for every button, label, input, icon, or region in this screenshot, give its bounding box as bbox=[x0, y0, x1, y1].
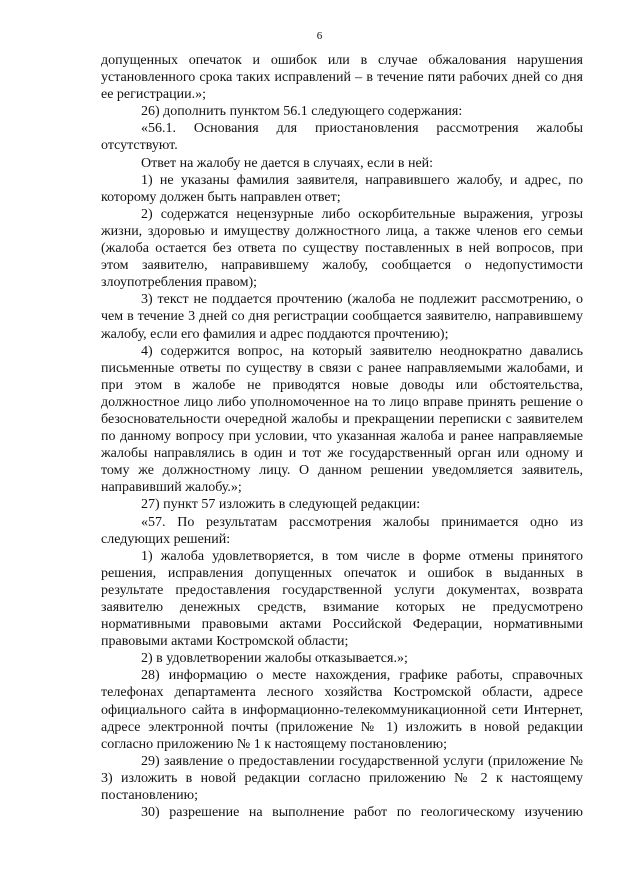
paragraph: «57. По результатам рассмотрения жалобы принимается одно из следующих решений: bbox=[101, 514, 583, 547]
paragraph: 2) в удовлетворении жалобы отказывается.»; bbox=[141, 651, 408, 667]
document-body bbox=[101, 52, 583, 821]
paragraph: 27) пункт 57 изложить в следующей редакции: bbox=[141, 497, 421, 513]
paragraph: Ответ на жалобу не дается в случаях, если в ней: bbox=[141, 155, 434, 171]
paragraph: 29) заявление о предоставлении государственной услуги (приложение № 3) изложить в новой редакции согласно приложению № 2 к настоящему постановлению; bbox=[101, 753, 583, 804]
paragraph: 3) текст не поддается прочтению (жалоба не подлежит рассмотрению, о чем в течение 3 дней со дня регистрации сообщается заявителю, направившему жалобу, если его фамилия и адрес поддаются прочтению); bbox=[101, 292, 583, 342]
paragraph: 28) информацию о месте нахождения, графике работы, справочных телефонах департамента лесного хозяйства Костромской области, адресе официального сайта в информационно-телекоммуникационной сети Интернет, адресе электронной почты (приложение № 1) изложить в новой редакции согласно приложению № 1 к настоящему постановлению; bbox=[101, 668, 583, 752]
paragraph: 26) дополнить пунктом 56.1 следующего содержания: bbox=[141, 104, 463, 120]
paragraph: 30) разрешение на выполнение работ по геологическому изучению bbox=[141, 805, 583, 821]
paragraph: «56.1. Основания для приостановления рассмотрения жалобы отсутствуют. bbox=[101, 121, 583, 154]
paragraph: 1) жалоба удовлетворяется, в том числе в форме отмены принятого решения, исправления допущенных опечаток и ошибок в выданных в результате предоставления государственной услуги документах, возврата заявителю денежных средств, взимание которых не предусмотрено нормативными правовыми актами Российской Федерации, нормативными правовыми актами Костромской области; bbox=[101, 548, 583, 650]
paragraph: 2) содержатся нецензурные либо оскорбительные выражения, угрозы жизни, здоровью и имуществу должностного лица, а также членов его семьи (жалоба остается без ответа по существу поставленных в ней вопросов, при этом заявителю, направившему жалобу, сообщается о недопустимости злоупотребления правом); bbox=[101, 206, 583, 291]
paragraph: 4) содержится вопрос, на который заявителю неоднократно давались письменные ответы по существу в связи с ранее направляемыми жалобами, и при этом в жалобе не приводятся новые доводы или обстоятельства, должностное лицо либо уполномоченное на то лицо вправе принять решение о безосновательности очередной жалобы и прекращении переписки с заявителем по данному вопросу при условии, что указанная жалоба и ранее направляемые жалобы направлялись в один и тот же государственный орган или одному и тому же должностному лицу. О данном решении уведомляется заявитель, направивший жалобу.»; bbox=[101, 343, 583, 496]
paragraph: 1) не указаны фамилия заявителя, направившего жалобу, и адрес, по которому должен быть направлен ответ; bbox=[101, 172, 583, 205]
paragraph: допущенных опечаток и ошибок или в случае обжалования нарушения установленного срока таких исправлений – в течение пяти рабочих дней со дня ее регистрации.»; bbox=[101, 53, 583, 103]
page-number: 6 bbox=[316, 30, 323, 42]
